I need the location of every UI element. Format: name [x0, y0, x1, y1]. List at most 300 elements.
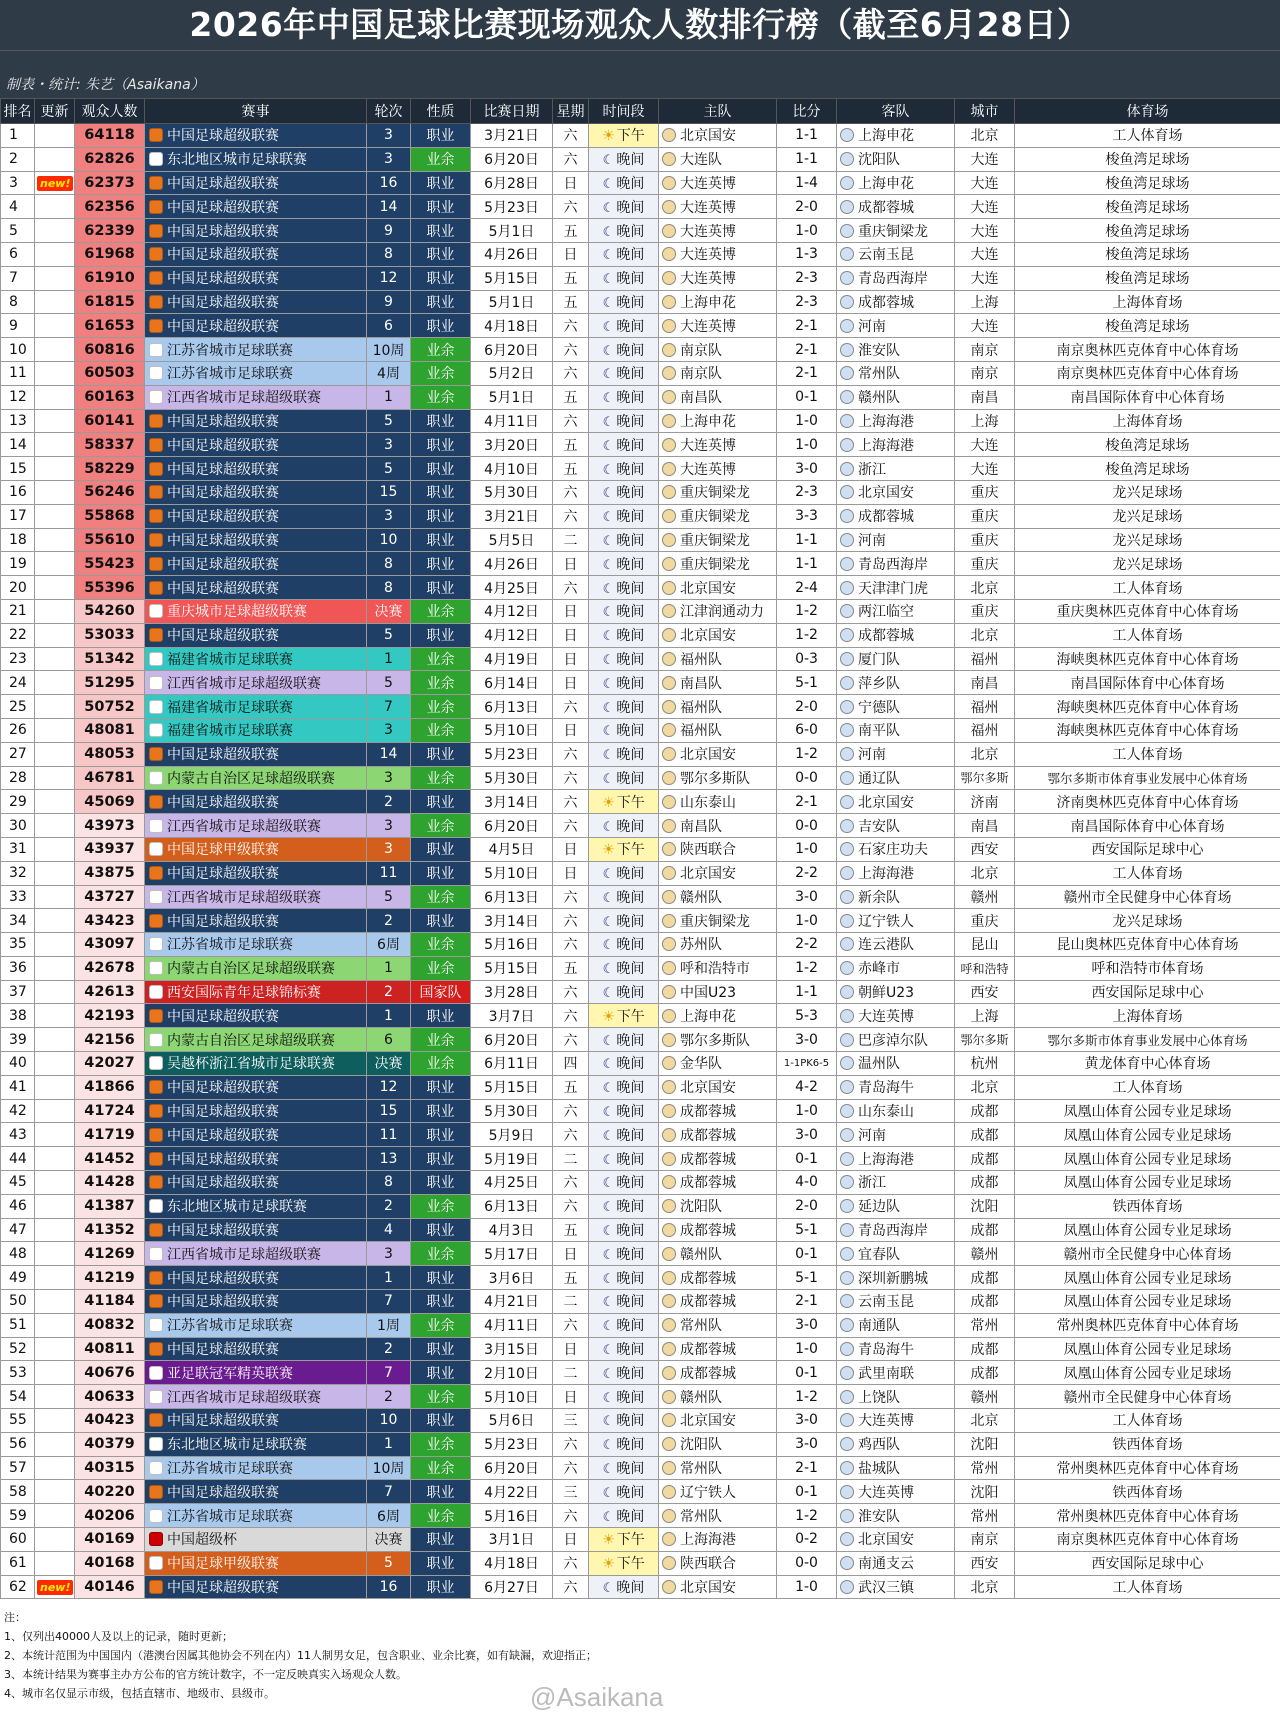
attendance-cell: 42193	[75, 1004, 145, 1028]
competition-cell	[145, 909, 367, 933]
weekday-cell: 四	[553, 1052, 589, 1076]
table-row	[1, 552, 1280, 576]
away-team-cell	[837, 1432, 955, 1456]
competition-name: 江苏省城市足球联赛	[167, 366, 293, 383]
home-team-name: 上海申花	[680, 294, 736, 311]
timeslot-cell	[589, 1409, 659, 1433]
home-team-name: 成都蓉城	[680, 1294, 736, 1311]
home-team-logo-icon	[662, 1033, 676, 1047]
rank-cell: 35	[1, 933, 35, 957]
update-cell	[35, 861, 75, 885]
competition-logo-icon	[149, 1294, 163, 1308]
date-cell: 4月5日	[471, 837, 553, 861]
timeslot-cell	[589, 1266, 659, 1290]
competition-cell	[145, 576, 367, 600]
competition-cell	[145, 885, 367, 909]
update-cell	[35, 147, 75, 171]
home-team-logo-icon	[662, 1223, 676, 1237]
home-team-name: 大连英博	[680, 271, 736, 288]
away-team-name: 赤峰市	[858, 961, 900, 978]
moon-icon: ☾	[602, 676, 615, 692]
nature-cell: 业余	[411, 1432, 471, 1456]
update-cell	[35, 1194, 75, 1218]
timeslot-label: 晚间	[616, 1246, 645, 1263]
score-cell: 1-4	[777, 171, 837, 195]
away-team-cell	[837, 1147, 955, 1171]
competition-name: 中国足球超级联赛	[167, 318, 279, 335]
away-team-logo-icon	[840, 652, 854, 666]
home-team-logo-icon	[662, 1556, 676, 1570]
attendance-cell: 41352	[75, 1218, 145, 1242]
away-team-name: 重庆铜梁龙	[858, 223, 928, 240]
away-team-name: 上海申花	[858, 175, 914, 192]
competition-cell	[145, 528, 367, 552]
home-team-cell	[659, 1147, 777, 1171]
timeslot-label: 晚间	[616, 223, 645, 240]
timeslot-cell	[589, 647, 659, 671]
attendance-cell: 45069	[75, 790, 145, 814]
round-cell: 决赛	[367, 1052, 411, 1076]
moon-icon: ☾	[602, 295, 615, 311]
away-team-logo-icon	[840, 1104, 854, 1118]
away-team-name: 新余队	[858, 889, 900, 906]
stadium-cell: 南昌国际体育中心体育场	[1015, 385, 1280, 409]
weekday-cell: 六	[553, 1504, 589, 1528]
nature-cell: 职业	[411, 528, 471, 552]
rank-cell: 20	[1, 576, 35, 600]
timeslot-label: 晚间	[616, 509, 645, 526]
header-round: 轮次	[367, 99, 411, 124]
timeslot-label: 晚间	[616, 699, 645, 716]
update-cell	[35, 1242, 75, 1266]
date-cell: 5月9日	[471, 1123, 553, 1147]
attendance-cell: 40811	[75, 1337, 145, 1361]
table-row	[1, 338, 1280, 362]
nature-cell: 业余	[411, 933, 471, 957]
city-cell: 福州	[955, 718, 1015, 742]
round-cell: 1	[367, 647, 411, 671]
home-team-cell	[659, 1123, 777, 1147]
round-cell: 15	[367, 1099, 411, 1123]
score-cell: 3-3	[777, 504, 837, 528]
away-team-name: 山东泰山	[858, 1104, 914, 1121]
away-team-logo-icon	[840, 438, 854, 452]
table-row	[1, 1551, 1280, 1575]
nature-cell: 职业	[411, 623, 471, 647]
away-team-cell	[837, 552, 955, 576]
competition-cell	[145, 695, 367, 719]
attendance-cell: 61653	[75, 314, 145, 338]
weekday-cell: 二	[553, 1147, 589, 1171]
timeslot-label: 晚间	[616, 152, 645, 169]
away-team-logo-icon	[840, 557, 854, 571]
rank-cell: 60	[1, 1528, 35, 1552]
away-team-logo-icon	[840, 414, 854, 428]
round-cell: 6周	[367, 933, 411, 957]
city-cell: 大连	[955, 171, 1015, 195]
home-team-name: 中国U23	[680, 985, 737, 1002]
home-team-name: 赣州队	[680, 1246, 722, 1263]
weekday-cell: 二	[553, 1290, 589, 1314]
competition-cell	[145, 124, 367, 148]
update-cell	[35, 576, 75, 600]
away-team-name: 宜春队	[858, 1246, 900, 1263]
competition-name: 中国足球超级联赛	[167, 128, 279, 145]
timeslot-cell	[589, 623, 659, 647]
rank-cell: 59	[1, 1504, 35, 1528]
update-cell	[35, 1337, 75, 1361]
competition-logo-icon	[149, 890, 163, 904]
timeslot-label: 晚间	[616, 937, 645, 954]
competition-logo-icon	[149, 1247, 163, 1261]
competition-name: 中国足球超级联赛	[167, 1104, 279, 1121]
timeslot-cell	[589, 766, 659, 790]
home-team-logo-icon	[662, 152, 676, 166]
rank-cell: 5	[1, 219, 35, 243]
home-team-cell	[659, 623, 777, 647]
timeslot-label: 晚间	[616, 985, 645, 1002]
home-team-name: 呼和浩特市	[680, 961, 750, 978]
rank-cell: 26	[1, 718, 35, 742]
round-cell: 1	[367, 1266, 411, 1290]
nature-cell: 业余	[411, 766, 471, 790]
score-cell: 1-0	[777, 909, 837, 933]
home-team-name: 常州队	[680, 1461, 722, 1478]
competition-name: 重庆城市足球超级联赛	[167, 604, 307, 621]
table-row	[1, 1432, 1280, 1456]
attendance-cell: 62373	[75, 171, 145, 195]
moon-icon: ☾	[602, 914, 615, 930]
away-team-cell	[837, 933, 955, 957]
attendance-cell: 62339	[75, 219, 145, 243]
competition-logo-icon	[149, 1271, 163, 1285]
header-date: 比赛日期	[471, 99, 553, 124]
home-team-logo-icon	[662, 271, 676, 285]
rank-cell: 1	[1, 124, 35, 148]
update-cell	[35, 647, 75, 671]
competition-cell	[145, 1147, 367, 1171]
update-cell	[35, 1290, 75, 1314]
moon-icon: ☾	[602, 1033, 615, 1049]
city-cell: 福州	[955, 695, 1015, 719]
attendance-cell: 55423	[75, 552, 145, 576]
table-row	[1, 671, 1280, 695]
away-team-logo-icon	[840, 1294, 854, 1308]
city-cell: 北京	[955, 124, 1015, 148]
competition-logo-icon	[149, 485, 163, 499]
home-team-logo-icon	[662, 200, 676, 214]
nature-cell: 职业	[411, 171, 471, 195]
competition-name: 江西省城市足球超级联赛	[167, 1389, 321, 1406]
rank-cell: 23	[1, 647, 35, 671]
competition-cell	[145, 1504, 367, 1528]
rank-cell: 55	[1, 1409, 35, 1433]
rank-cell: 38	[1, 1004, 35, 1028]
moon-icon: ☾	[602, 1581, 615, 1596]
away-team-logo-icon	[840, 1128, 854, 1142]
rank-cell: 18	[1, 528, 35, 552]
competition-cell	[145, 647, 367, 671]
competition-logo-icon	[149, 224, 163, 238]
attendance-cell: 62826	[75, 147, 145, 171]
away-team-name: 浙江	[858, 461, 886, 478]
competition-cell	[145, 1099, 367, 1123]
timeslot-label: 下午	[616, 1556, 645, 1573]
home-team-cell	[659, 766, 777, 790]
table-row	[1, 171, 1280, 195]
attendance-cell: 56246	[75, 480, 145, 504]
date-cell: 4月11日	[471, 1313, 553, 1337]
attendance-cell: 40146	[75, 1575, 145, 1599]
update-cell	[35, 718, 75, 742]
city-cell: 重庆	[955, 480, 1015, 504]
home-team-name: 成都蓉城	[680, 1127, 736, 1144]
city-cell: 成都	[955, 1171, 1015, 1195]
away-team-logo-icon	[840, 1509, 854, 1523]
away-team-name: 天津津门虎	[858, 580, 928, 597]
moon-icon: ☾	[602, 1176, 615, 1192]
competition-name: 中国足球超级联赛	[167, 271, 279, 288]
competition-name: 江西省城市足球超级联赛	[167, 889, 321, 906]
competition-name: 中国足球超级联赛	[167, 1294, 279, 1311]
rank-cell: 57	[1, 1456, 35, 1480]
rank-cell: 25	[1, 695, 35, 719]
city-cell: 南京	[955, 361, 1015, 385]
attendance-cell: 51342	[75, 647, 145, 671]
home-team-cell	[659, 671, 777, 695]
score-cell: 2-1	[777, 1456, 837, 1480]
timeslot-label: 晚间	[616, 913, 645, 930]
moon-icon: ☾	[602, 1509, 615, 1525]
timeslot-cell	[589, 409, 659, 433]
update-cell	[35, 219, 75, 243]
score-cell: 2-2	[777, 933, 837, 957]
competition-name: 中国足球超级联赛	[167, 913, 279, 930]
weekday-cell: 六	[553, 766, 589, 790]
attendance-cell: 58337	[75, 433, 145, 457]
away-team-logo-icon	[840, 366, 854, 380]
home-team-cell	[659, 528, 777, 552]
weekday-cell: 日	[553, 552, 589, 576]
nature-cell: 职业	[411, 1099, 471, 1123]
weekday-cell: 六	[553, 1099, 589, 1123]
away-team-cell	[837, 1409, 955, 1433]
home-team-name: 福州队	[680, 699, 722, 716]
stadium-cell: 凤凰山体育公园专业足球场	[1015, 1218, 1280, 1242]
date-cell: 5月15日	[471, 956, 553, 980]
city-cell: 重庆	[955, 909, 1015, 933]
sun-icon: ☀	[602, 1008, 615, 1025]
home-team-name: 福州队	[680, 651, 722, 668]
competition-cell	[145, 861, 367, 885]
update-cell	[35, 599, 75, 623]
home-team-cell	[659, 647, 777, 671]
round-cell: 3	[367, 718, 411, 742]
timeslot-cell	[589, 552, 659, 576]
competition-name: 中国足球甲级联赛	[167, 842, 279, 859]
rank-cell: 46	[1, 1194, 35, 1218]
round-cell: 14	[367, 742, 411, 766]
away-team-logo-icon	[840, 176, 854, 190]
home-team-cell	[659, 1313, 777, 1337]
home-team-name: 沈阳队	[680, 1199, 722, 1216]
table-row	[1, 1147, 1280, 1171]
attendance-cell: 46781	[75, 766, 145, 790]
weekday-cell: 五	[553, 956, 589, 980]
round-cell: 7	[367, 1290, 411, 1314]
stadium-cell: 梭鱼湾足球场	[1015, 433, 1280, 457]
home-team-name: 大连英博	[680, 461, 736, 478]
nature-cell: 业余	[411, 1242, 471, 1266]
attendance-cell: 48081	[75, 718, 145, 742]
away-team-name: 河南	[858, 747, 886, 764]
timeslot-label: 晚间	[616, 390, 645, 407]
nature-cell: 业余	[411, 718, 471, 742]
weekday-cell: 六	[553, 1456, 589, 1480]
table-row	[1, 1075, 1280, 1099]
home-team-cell	[659, 1551, 777, 1575]
weekday-cell: 六	[553, 124, 589, 148]
stadium-cell: 呼和浩特市体育场	[1015, 956, 1280, 980]
home-team-cell	[659, 409, 777, 433]
competition-cell	[145, 1194, 367, 1218]
city-cell: 常州	[955, 1504, 1015, 1528]
competition-name: 中国足球超级联赛	[167, 532, 279, 549]
away-team-logo-icon	[840, 747, 854, 761]
moon-icon: ☾	[602, 200, 615, 216]
away-team-cell	[837, 504, 955, 528]
away-team-logo-icon	[840, 1532, 854, 1546]
competition-cell	[145, 242, 367, 266]
moon-icon: ☾	[602, 367, 615, 383]
home-team-name: 北京国安	[680, 580, 736, 597]
timeslot-cell	[589, 1337, 659, 1361]
competition-cell	[145, 290, 367, 314]
round-cell: 15	[367, 480, 411, 504]
stadium-cell: 工人体育场	[1015, 623, 1280, 647]
weekday-cell: 五	[553, 385, 589, 409]
home-team-cell	[659, 885, 777, 909]
away-team-logo-icon	[840, 1152, 854, 1166]
competition-name: 中国足球超级联赛	[167, 1175, 279, 1192]
update-cell	[35, 790, 75, 814]
attendance-cell: 55396	[75, 576, 145, 600]
away-team-name: 两江临空	[858, 604, 914, 621]
nature-cell: 职业	[411, 409, 471, 433]
update-cell	[35, 124, 75, 148]
city-cell: 大连	[955, 195, 1015, 219]
moon-icon: ☾	[602, 700, 615, 716]
competition-name: 中国足球甲级联赛	[167, 1556, 279, 1573]
competition-name: 东北地区城市足球联赛	[167, 1199, 307, 1216]
away-team-cell	[837, 837, 955, 861]
round-cell: 3	[367, 1242, 411, 1266]
weekday-cell: 六	[553, 980, 589, 1004]
home-team-logo-icon	[662, 1271, 676, 1285]
home-team-logo-icon	[662, 1128, 676, 1142]
timeslot-label: 晚间	[616, 342, 645, 359]
city-cell: 西安	[955, 1551, 1015, 1575]
update-cell	[35, 1266, 75, 1290]
timeslot-label: 晚间	[616, 1199, 645, 1216]
competition-logo-icon	[149, 1009, 163, 1023]
table-row	[1, 1099, 1280, 1123]
timeslot-cell	[589, 1361, 659, 1385]
attendance-cell: 42027	[75, 1052, 145, 1076]
away-team-cell	[837, 480, 955, 504]
rank-cell: 11	[1, 361, 35, 385]
round-cell: 6	[367, 1028, 411, 1052]
competition-logo-icon	[149, 1080, 163, 1094]
nature-cell: 职业	[411, 1290, 471, 1314]
score-cell: 3-0	[777, 885, 837, 909]
rank-cell: 9	[1, 314, 35, 338]
home-team-cell	[659, 1337, 777, 1361]
note-line: 4、城市名仅显示市级，包括直辖市、地级市、县级市。	[4, 1687, 275, 1700]
nature-cell: 职业	[411, 552, 471, 576]
date-cell: 2月10日	[471, 1361, 553, 1385]
home-team-logo-icon	[662, 295, 676, 309]
away-team-cell	[837, 1456, 955, 1480]
round-cell: 决赛	[367, 599, 411, 623]
moon-icon: ☾	[602, 867, 615, 883]
competition-name: 中国足球超级联赛	[167, 1342, 279, 1359]
round-cell: 2	[367, 1385, 411, 1409]
away-team-name: 常州队	[858, 366, 900, 383]
away-team-logo-icon	[840, 795, 854, 809]
moon-icon: ☾	[602, 391, 615, 407]
timeslot-cell	[589, 1075, 659, 1099]
home-team-logo-icon	[662, 1175, 676, 1189]
away-team-logo-icon	[840, 295, 854, 309]
moon-icon: ☾	[602, 1224, 615, 1240]
attendance-cell: 43097	[75, 933, 145, 957]
home-team-name: 成都蓉城	[680, 1175, 736, 1192]
moon-icon: ☾	[602, 343, 615, 359]
home-team-name: 北京国安	[680, 128, 736, 145]
away-team-logo-icon	[840, 1247, 854, 1261]
stadium-cell: 凤凰山体育公园专业足球场	[1015, 1099, 1280, 1123]
moon-icon: ☾	[602, 1271, 615, 1287]
competition-cell	[145, 790, 367, 814]
attendance-table	[0, 98, 1280, 1599]
rank-cell: 7	[1, 266, 35, 290]
timeslot-label: 晚间	[616, 651, 645, 668]
update-cell	[35, 266, 75, 290]
away-team-name: 青岛西海岸	[858, 271, 928, 288]
round-cell: 8	[367, 242, 411, 266]
away-team-cell	[837, 1528, 955, 1552]
watermark: @Asaikana	[530, 1682, 664, 1712]
nature-cell: 职业	[411, 1337, 471, 1361]
timeslot-cell	[589, 956, 659, 980]
moon-icon: ☾	[602, 153, 615, 169]
timeslot-cell	[589, 290, 659, 314]
timeslot-label: 晚间	[616, 461, 645, 478]
moon-icon: ☾	[602, 771, 615, 787]
home-team-cell	[659, 1075, 777, 1099]
attendance-cell: 41452	[75, 1147, 145, 1171]
home-team-name: 大连英博	[680, 318, 736, 335]
home-team-cell	[659, 980, 777, 1004]
competition-name: 江西省城市足球超级联赛	[167, 390, 321, 407]
nature-cell: 职业	[411, 1551, 471, 1575]
home-team-cell	[659, 1004, 777, 1028]
table-body	[1, 124, 1280, 1599]
away-team-cell	[837, 433, 955, 457]
round-cell: 4周	[367, 361, 411, 385]
table-row	[1, 124, 1280, 148]
